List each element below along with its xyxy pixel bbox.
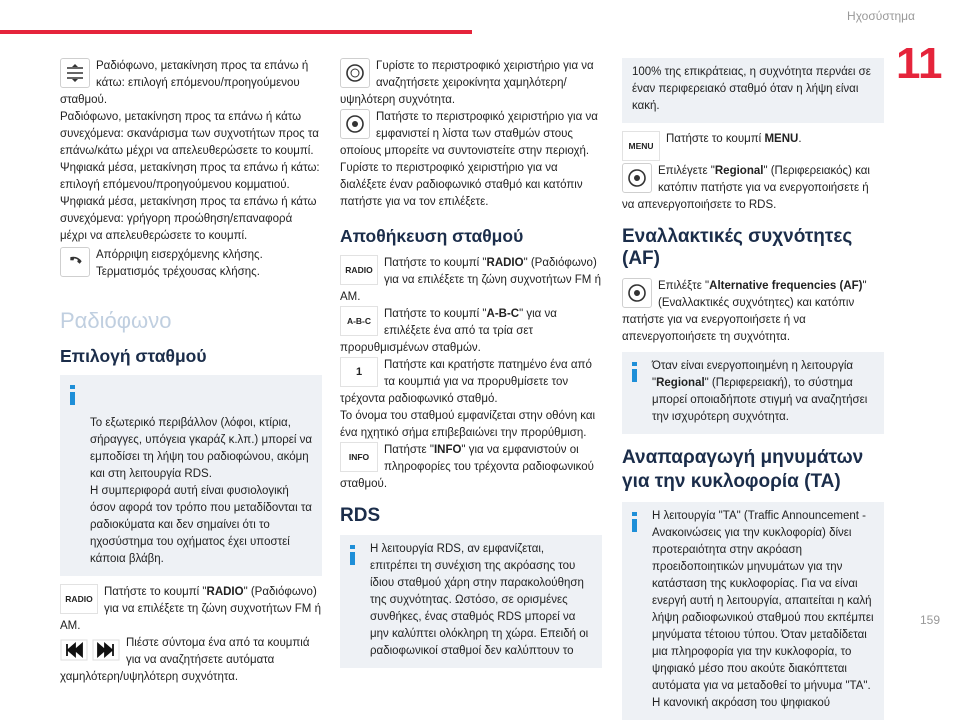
paragraph: Απόρριψη εισερχόμενης κλήσης. (96, 249, 263, 261)
paragraph: Γυρίστε το περιστροφικό χειριστήριο για να αναζητήσετε χειροκίνητα χαμηλότερη/υψηλότερη συχνότητα. (340, 60, 594, 106)
paragraph: Πατήστε το κουμπί "A-B-C" για να επιλέξετε ένα από τα τρία σετ προρυθμισμένων σταθμών. (340, 308, 557, 354)
info-note (60, 375, 322, 576)
paragraph: Πατήστε το κουμπί "RADIO" (Ραδιόφωνο) για να επιλέξετε τη ζώνη συχνοτήτων FM ή AM. (340, 257, 601, 303)
info-note-continued (622, 58, 884, 123)
ta-title: Αναπαραγωγή μηνυμάτων για την κυκλοφορία (TA) (622, 447, 864, 492)
paragraph: Πατήστε το κουμπί MENU. (666, 133, 802, 145)
af-title: Εναλλακτικές συχνότητες (AF) (622, 226, 853, 269)
info-icon (69, 385, 77, 405)
subsection-title: Επιλογή σταθμού (60, 346, 207, 366)
paragraph: Ραδιόφωνο, μετακίνηση προς τα επάνω ή κάτω: επιλογή επόμενου/προηγούμενου σταθμού. (60, 60, 309, 106)
paragraph: Επιλέξτε "Alternative frequencies (AF)" (Εναλλακτικές συχνότητες) και κατόπιν πατήστε για να ενεργοποιήσετε ή να απενεργοποιήσετε τη συχνότητα. (622, 280, 867, 343)
info-icon (631, 512, 639, 532)
paragraph: Ψηφιακά μέσα, μετακίνηση προς τα επάνω ή κάτω συνεχόμενα: γρήγορη προώθηση/επαναφορά μέχρι να απελευθερώσετε το κουμπί. (60, 196, 317, 242)
chapter-title: Ηχοσύστημα (847, 9, 915, 23)
paragraph: Πατήστε και κρατήστε πατημένο ένα από τα κουμπιά για να προρυθμίσετε τον τρέχοντα ραδιοφωνικό σταθμό. (340, 359, 592, 405)
header-red-bar (0, 30, 472, 34)
paragraph: Πατήστε το κουμπί "RADIO" (Ραδιόφωνο) για να επιλέξετε τη ζώνη συχνοτήτων FM ή AM. (60, 586, 321, 632)
abc-button-icon: A-B-C (340, 306, 378, 336)
steering-scroll-wheel-icon (60, 58, 90, 88)
menu-button-icon: MENU (622, 131, 660, 161)
preset-button-icon: 1 (340, 357, 378, 387)
paragraph: Γυρίστε το περιστροφικό χειριστήριο για να διαλέξετε έναν ραδιοφωνικό σταθμό και κατόπιν πατήστε για να τον επιλέξετε. (340, 162, 583, 208)
info-icon (631, 362, 639, 382)
paragraph: Ραδιόφωνο, μετακίνηση προς τα επάνω ή κάτω συνεχόμενα: σκανάρισμα των συχνοτήτων προς τα επάνω/κάτω μέχρι να απελευθερώσετε το κουμπί. (60, 111, 319, 157)
chapter-number: 11 (896, 39, 943, 88)
rotary-knob-icon (340, 58, 370, 88)
page-number: 159 (919, 613, 940, 627)
info-note: Όταν είναι ενεργοποιημένη η λειτουργία "Regional" (Περιφερειακή), το σύστημα μπορεί οποιαδήποτε στιγμή να αναζητήσει την ισχυρότερη συχνότητα. (622, 352, 884, 434)
radio-button-icon: RADIO (340, 255, 378, 285)
info-icon (349, 545, 357, 565)
subsection-title: Αποθήκευση σταθμού (340, 226, 524, 246)
info-note (340, 535, 602, 668)
rotary-knob-press-icon (340, 109, 370, 139)
paragraph: Το όνομα του σταθμού εμφανίζεται στην οθόνη και ένα ηχητικό σήμα επιβεβαιώνει την προρύθμιση. (340, 410, 596, 439)
rotary-knob-press-icon (622, 278, 652, 308)
section-title: Ραδιόφωνο (60, 308, 172, 333)
note-text: Η λειτουργία "TA" (Traffic Announcement - Ανακοινώσεις για την κυκλοφορία) δίνει προτεραιότητα στην ακρόαση προειδοποιητικών μηνυμάτων για την κατάσταση της κυκλοφορίας. Για να είναι ενεργή αυτή η λειτουργία, απαιτείται η καλή λήψη ραδιοφωνικού σταθμού που εκπέμπει μηνύματα τέτοιου τύπου. Όταν μεταδίδεται μια πληροφορία για την κυκλοφορία, το ψηφιακό μέσο που ακούτε διακόπτεται αυτόματα για να μεταδοθεί το μήνυμα "TA". Η κανονική ακρόαση του ψηφιακού (652, 510, 874, 709)
paragraph: Πατήστε "INFO" για να εμφανιστούν οι πληροφορίες του τρέχοντα ραδιοφωνικού σταθμού. (340, 444, 594, 490)
paragraph: Τερματισμός τρέχουσας κλήσης. (96, 266, 260, 278)
paragraph: Πατήστε το περιστροφικό χειριστήριο για να εμφανιστεί η λίστα των σταθμών στους οποίους μπορείτε να συντονιστείτε στην περιοχή. (340, 111, 598, 157)
column-3 (622, 58, 884, 728)
paragraph: Επιλέγετε "Regional" (Περιφερειακός) και κατόπιν πατήστε για να ενεργοποιήσετε ή να απενεργοποιήσετε το RDS. (622, 165, 870, 211)
paragraph: Ψηφιακά μέσα, μετακίνηση προς τα επάνω ή κάτω: επιλογή επόμενου/προηγούμενου κομματιού. (60, 162, 320, 191)
phone-hangup-icon (60, 247, 90, 277)
seek-back-forward-icon (60, 639, 120, 661)
rotary-knob-press-icon (622, 163, 652, 193)
column-1 (60, 58, 322, 686)
note-text: Το εξωτερικό περιβάλλον (λόφοι, κτίρια, σήραγγες, υπόγεια γκαράζ κ.λπ.) μπορεί να εμποδίσει τη λήψη του ραδιοφώνου, ακόμη και στη λειτουργία RDS. Η συμπεριφορά αυτή είναι φυσιολογική όσον αφορά τον τρόπο που μεταδίδονται τα ραδιοκύματα και δεν σημαίνει ότι το ηχοσύστημα του οχήματος έχει υποστεί κάποια βλάβη. (90, 417, 313, 565)
note-text: 100% της επικράτειας, η συχνότητα περνάει σε έναν περιφερειακό σταθμό όταν η λήψη είναι κακή. (632, 66, 871, 112)
radio-button-icon: RADIO (60, 584, 98, 614)
info-note (622, 502, 884, 720)
column-2 (340, 58, 602, 676)
paragraph: Πιέστε σύντομα ένα από τα κουμπιά για να αναζητήσετε αυτόματα χαμηλότερη/υψηλότερη συχνότητα. (60, 637, 310, 683)
note-text: Η λειτουργία RDS, αν εμφανίζεται, επιτρέπει τη συνέχιση της ακρόασης του ίδιου σταθμού χάρη στην παρακολούθηση της συχνότητας. Ωστόσο, σε ορισμένες συνθήκες, ένας σταθμός RDS μπορεί να μην καλύπτει ολόκληρη τη χώρα. Επειδή οι ραδιοφωνικοί σταθμοί δεν καλύπτουν το (370, 543, 589, 657)
rds-title: RDS (340, 505, 381, 526)
info-button-icon: INFO (340, 442, 378, 472)
